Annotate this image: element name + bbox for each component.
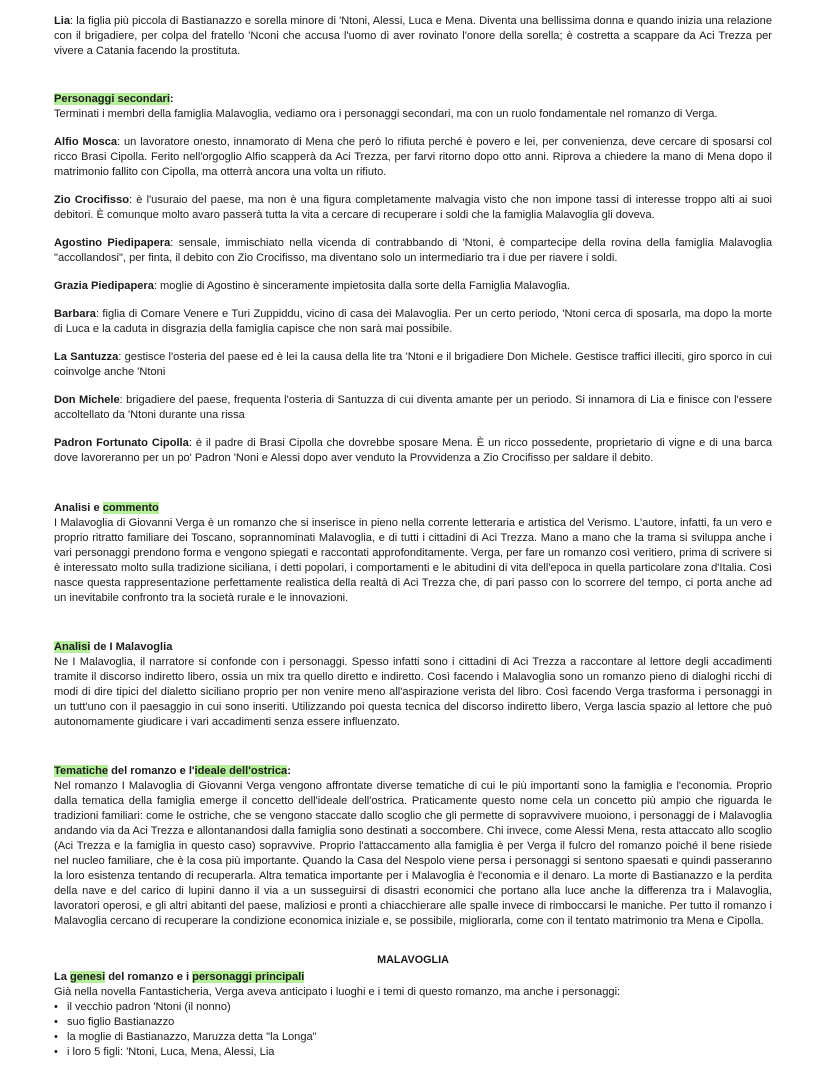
bullet-icon: • (54, 1046, 58, 1058)
character-entry-lia (54, 14, 772, 59)
character-entry (54, 307, 772, 337)
character-name: Barbara (54, 308, 96, 320)
character-description: : la figlia più piccola di Bastianazzo e sorella minore di 'Ntoni, Alessi, Luca e Mena. Diventa una bellissima donna e quando inizia una relazione con il brigadiere, per colpa del fratello 'Nconi che accusa l'uomo di aver rovinato l'onore della sorella; è costretta a scappare da Aci Trezza per vivere a Catania facendo la prostituta. (54, 15, 772, 57)
bullet-icon: • (54, 1016, 58, 1028)
section-heading: La genesi del romanzo e i personaggi principali (54, 971, 305, 983)
section-heading: Personaggi secondari: (54, 93, 174, 105)
character-name: Lia (54, 15, 71, 27)
character-description: : moglie di Agostino è sinceramente impietosita dalla sorte della Famiglia Malavoglia. (153, 280, 571, 292)
character-name: Padron Fortunato Cipolla (54, 437, 189, 449)
character-name: Don Michele (54, 394, 120, 406)
character-entry (54, 393, 772, 423)
character-entry (54, 193, 772, 223)
character-entry (54, 350, 772, 380)
character-description: : gestisce l'osteria del paese ed è lei la causa della lite tra 'Ntoni e il brigadiere Don Michele. Gestisce traffici illeciti, giro sporco in cui coinvolge anche 'Ntoni (54, 351, 772, 378)
character-description: : un lavoratore onesto, innamorato di Mena che però lo rifiuta perché è povero e lei, per convenienza, deve cercare di sposarsi col ricco Brasi Cipolla. Ferito nell'orgoglio Alfio scapperà da Aci Trezza, per farvi ritorno dopo otto anni. Riprova a chiedere la mano di Mena dopo il matrimonio fallito con Cipolla, ma otterrà ancora una volta un rifiuto. (54, 136, 772, 178)
section-body: Già nella novella Fantasticheria, Verga aveva anticipato i luoghi e i temi di questo romanzo, ma anche i personaggi: (54, 986, 621, 998)
section-body: Nel romanzo I Malavoglia di Giovanni Verga vengono affrontate diverse tematiche di cui le più importanti sono la famiglia e l'economia. Proprio dalla tematica della famiglia emerge il concetto dell'ideale dell'ostrica. Praticamente questo nome cela un concetto più ampio che riguarda le tradizioni familiari: come le ostriche, che se vengono staccate dallo scoglio che gli permette di sopravvivere muoiono, i personaggi de i Malavoglia andando via da Aci Trezza e allontanandosi dalla famiglia sono destinati a soccombere. Chi invece, come Alessi Mena, resta attaccato allo scoglio (Aci Trezza e la famiglia in questo caso) sopravvive. Proprio l'attaccamento alla famiglia è per Verga il fulcro del romanzo poiché il bene risiede nel nucleo familiare, che è la cosa più importante. Quando la Casa del Nespolo viene persa i personaggi si sentono spaesati e quindi passeranno la loro esistenza tentando di recuperarla. Altra tematica importante per i Malavoglia è l'economia e il denaro. La morte di Bastianazzo e la perdita della nave e del carico di lupini danno il via a un susseguirsi di disastri economici che portano alla luce anche la differenza tra i Malavoglia, lavoratori operosi, e gli altri abitanti del paese, maliziosi e pronti a chiacchierare alle spalle invece di rimboccarsi le maniche. Per tutto il romanzo i Malavoglia cercano di recuperare la condizione economica iniziale e, se possibile, migliorarla, come con il tentato matrimonio tra Mena e Cipolla. (54, 780, 772, 927)
character-entry (54, 236, 772, 266)
character-entry (54, 436, 772, 466)
list-item: • il vecchio padron 'Ntoni (il nonno) (54, 1001, 231, 1013)
character-entry (54, 279, 772, 294)
list-item: • suo figlio Bastianazzo (54, 1016, 175, 1028)
character-name: Zio Crocifisso (54, 194, 130, 206)
section-body: I Malavoglia di Giovanni Verga è un romanzo che si inserisce in pieno nella corrente letteraria e artistica del Verismo. L'autore, infatti, fa un vero e proprio ritratto familiare dei Toscano, soprannominati Malavoglia, e di tutti i cittadini di Aci Trezza. Mano a mano che la trama si sviluppa anche i vari personaggi prendono forma e vengono spiegati e raccontati approfonditamente. Verga, per fare un romanzo così veritiero, prima di scrivere si è interessato molto sulla tradizione siciliana, i detti popolari, i comportamenti e le abitudini di vita dell'epoca in quella particolare zona d'Italia. Così nasce questa rappresentazione perfettamente realistica della realtà di Aci Trezza che, di pari passo con lo scorrere del tempo, ci porta anche ad un inevitabile confronto tra la società rurale e le innovazioni. (54, 517, 772, 604)
character-entry (54, 135, 772, 180)
character-description: : sensale, immischiato nella vicenda di contrabbando di 'Ntoni, è compartecipe della rovina della famiglia Malavoglia "accollandosi", per finta, il debito con Zio Crocifisso, ma diventano solo un intermediario tra i due per riavere i soldi. (54, 237, 772, 264)
character-name: Agostino Piedipapera (54, 237, 171, 249)
section-body: Ne I Malavoglia, il narratore si confonde con i personaggi. Spesso infatti sono i cittadini di Aci Trezza a raccontare al lettore degli accadimenti tramite il discorso indiretto libero, ossia un mix tra quello diretto e indiretto. Così facendo i Malavoglia sono un romanzo pieno di dialoghi ricchi di modi di dire tipici del dialetto siciliano proprio per non venire meno all'aspirazione verista del libro. Così facendo Verga trasforma i personaggi in un tutt'uno con il paesaggio in cui sono inseriti. Utilizzando poi questa tecnica del discorso indiretto libero, Verga lascia spazio al lettore che può autonomamente giudicare i vari accadimenti senza essere influenzato. (54, 656, 772, 728)
character-name: La Santuzza (54, 351, 119, 363)
character-description: : è l'usuraio del paese, ma non è una figura completamente malvagia visto che non impone tassi di interesse troppo alti ai suoi debitori. È comunque molto avaro passerà tutta la vita a cercare di recuperare i soldi che la famiglia Malavoglia gli doveva. (54, 194, 772, 221)
list-item: • la moglie di Bastianazzo, Maruzza detta "la Longa" (54, 1031, 317, 1043)
section-intro: Terminati i membri della famiglia Malavoglia, vediamo ora i personaggi secondari, ma con un ruolo fondamentale nel romanzo di Verga. (54, 108, 718, 120)
section-personaggi-secondari (54, 92, 772, 466)
section-analisi-malavoglia (54, 640, 772, 730)
character-description: : è il padre di Brasi Cipolla che dovrebbe sposare Mena. È un ricco possedente, proprietario di vigne e di una barca dove lavoreranno per un po' Padron 'Noni e Alessi dopo aver venduto la Provvidenza a Zio Crocifisso per saldare il debito. (54, 437, 772, 464)
bullet-icon: • (54, 1001, 58, 1013)
section-heading: Analisi e commento (54, 502, 159, 514)
list-item: • i loro 5 figli: 'Ntoni, Luca, Mena, Alessi, Lia (54, 1046, 275, 1058)
section-heading: Tematiche del romanzo e l'ideale dell'ostrica: (54, 765, 291, 777)
character-name: Grazia Piedipapera (54, 280, 154, 292)
section-heading: Analisi de I Malavoglia (54, 641, 173, 653)
chapter-title: MALAVOGLIA (377, 954, 449, 966)
character-name: Alfio Mosca (54, 136, 118, 148)
character-description: : figlia di Comare Venere e Turi Zuppiddu, vicino di casa dei Malavoglia. Per un certo periodo, 'Ntoni cerca di sposarla, ma dopo la morte di Luca e la caduta in disgrazia della famiglia capisce che non sarà mai possibile. (54, 308, 772, 335)
character-list (54, 1000, 772, 1060)
section-tematiche (54, 764, 772, 929)
bullet-icon: • (54, 1031, 58, 1043)
section-analisi-commento (54, 501, 772, 606)
section-genesi (54, 970, 772, 1060)
character-description: : brigadiere del paese, frequenta l'osteria di Santuzza di cui diventa amante per un periodo. Si innamora di Lia e finisce con l'essere accoltellato da 'Ntoni durante una rissa (54, 394, 772, 421)
